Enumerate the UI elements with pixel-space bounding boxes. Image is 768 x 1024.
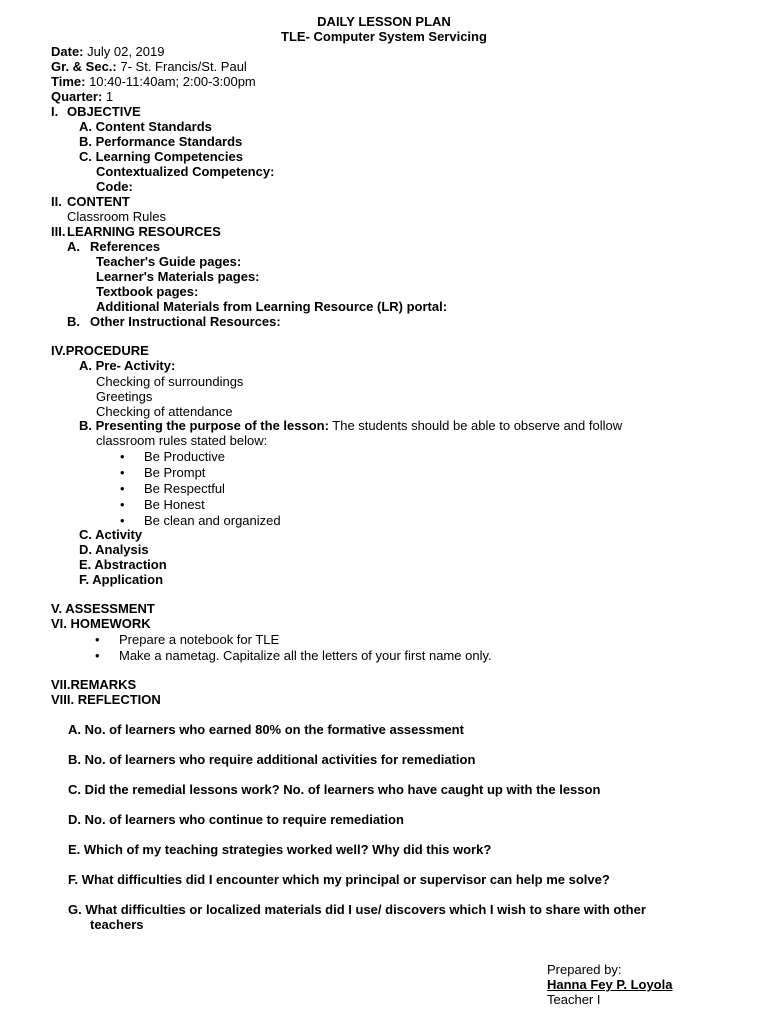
purpose-text: The students should be able to observe and follow xyxy=(328,418,623,433)
time-line xyxy=(51,74,256,89)
homework-item: • Make a nametag. Capitalize all the letters of your first name only. xyxy=(119,648,492,663)
time-label: Time: xyxy=(51,74,86,89)
quarter-line xyxy=(51,89,113,104)
reference-item: Teacher's Guide pages: xyxy=(96,254,242,269)
reflection-item: A. No. of learners who earned 80% on the formative assessment xyxy=(68,722,464,737)
teacher-position: Teacher I xyxy=(547,992,601,1007)
rule-item: • Be Prompt xyxy=(144,465,205,480)
reference-item: Learner's Materials pages: xyxy=(96,269,260,284)
content-heading: CONTENT xyxy=(67,194,130,209)
rule-item: • Be Honest xyxy=(144,497,205,512)
document-subtitle: TLE- Computer System Servicing xyxy=(281,29,487,44)
pre-activity-item: Greetings xyxy=(96,389,153,404)
content-text: Classroom Rules xyxy=(67,209,166,224)
objective-item: B. Performance Standards xyxy=(79,134,243,149)
pre-activity-item: Checking of surroundings xyxy=(96,374,244,389)
rule-item: • Be Productive xyxy=(144,449,225,464)
objective-item: C. Learning Competencies xyxy=(79,149,243,164)
objective-item: A. Content Standards xyxy=(79,119,212,134)
rule-item: • Be Respectful xyxy=(144,481,225,496)
reflection-item: C. Did the remedial lessons work? No. of learners who have caught up with the lesson xyxy=(68,782,601,797)
pre-activity-item: Checking of attendance xyxy=(96,404,233,419)
objective-number: I. xyxy=(51,104,59,119)
reference-item: Additional Materials from Learning Resource (LR) portal: xyxy=(96,299,448,314)
pre-activity-heading: A. Pre- Activity: xyxy=(79,358,176,373)
references-heading: References xyxy=(90,239,161,254)
quarter-label: Quarter: xyxy=(51,89,103,104)
contextualized-competency: Contextualized Competency: xyxy=(96,164,275,179)
reflection-item-continued: teachers xyxy=(90,917,144,932)
time-value: 10:40-11:40am; 2:00-3:00pm xyxy=(89,74,256,89)
purpose-text-continued: classroom rules stated below: xyxy=(96,433,268,448)
section-label: Gr. & Sec.: xyxy=(51,59,117,74)
references-letter: A. xyxy=(67,239,80,254)
teacher-name: Hanna Fey P. Loyola xyxy=(547,977,673,992)
purpose-line xyxy=(79,418,622,433)
homework-item: • Prepare a notebook for TLE xyxy=(119,632,279,647)
reflection-item: B. No. of learners who require additional activities for remediation xyxy=(68,752,476,767)
section-value: 7- St. Francis/St. Paul xyxy=(120,59,247,74)
procedure-step: E. Abstraction xyxy=(79,557,167,572)
other-resources-heading: Other Instructional Resources: xyxy=(90,314,281,329)
competency-code: Code: xyxy=(96,179,133,194)
rule-item: • Be clean and organized xyxy=(144,513,281,528)
quarter-value: 1 xyxy=(105,89,114,104)
procedure-step: D. Analysis xyxy=(79,542,149,557)
reflection-item: G. What difficulties or localized materials did I use/ discovers which I wish to share with other xyxy=(68,902,646,917)
reflection-item: F. What difficulties did I encounter which my principal or supervisor can help me solve? xyxy=(68,872,610,887)
date-value: July 02, 2019 xyxy=(87,44,165,59)
reflection-item: D. No. of learners who continue to require remediation xyxy=(68,812,404,827)
prepared-by-label: Prepared by: xyxy=(547,962,622,977)
procedure-heading: IV.PROCEDURE xyxy=(51,343,149,358)
other-resources-letter: B. xyxy=(67,314,80,329)
reference-item: Textbook pages: xyxy=(96,284,199,299)
procedure-step: C. Activity xyxy=(79,527,143,542)
homework-heading: VI. HOMEWORK xyxy=(51,616,151,631)
section-line xyxy=(51,59,247,74)
reflection-item: E. Which of my teaching strategies worked well? Why did this work? xyxy=(68,842,492,857)
resources-number: III. xyxy=(51,224,66,239)
resources-heading: LEARNING RESOURCES xyxy=(67,224,221,239)
purpose-label: B. Presenting the purpose of the lesson: xyxy=(79,418,329,433)
procedure-step: F. Application xyxy=(79,572,164,587)
reflection-heading: VIII. REFLECTION xyxy=(51,692,161,707)
assessment-heading: V. ASSESSMENT xyxy=(51,601,155,616)
objective-heading: OBJECTIVE xyxy=(67,104,141,119)
document-title: DAILY LESSON PLAN xyxy=(317,14,451,29)
content-number: II. xyxy=(51,194,62,209)
date-line xyxy=(51,44,164,59)
date-label: Date: xyxy=(51,44,84,59)
remarks-heading: VII.REMARKS xyxy=(51,677,137,692)
